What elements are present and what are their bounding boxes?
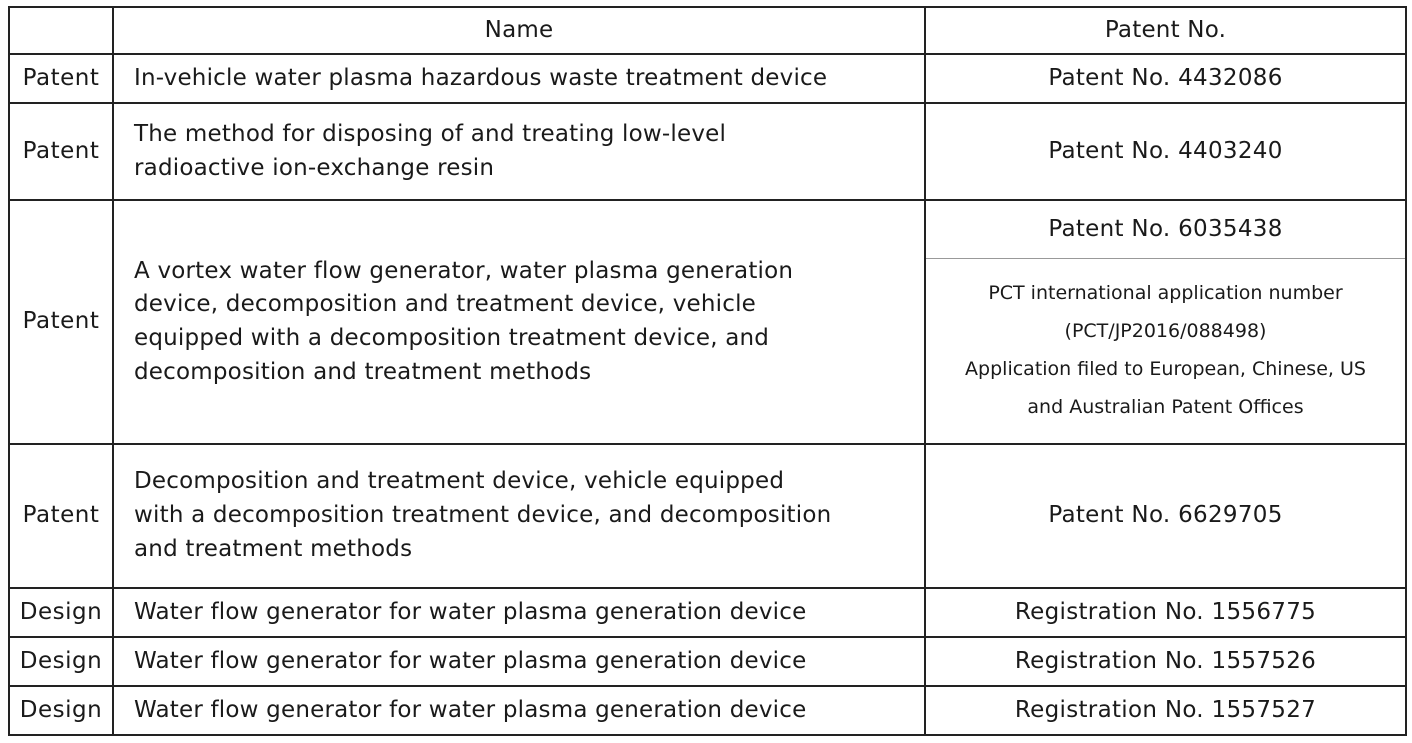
- pct-line: Application filed to European, Chinese, US: [965, 357, 1366, 380]
- row-name-line: radioactive ion-exchange resin: [134, 154, 495, 181]
- row-name-line: The method for disposing of and treating low-level: [134, 120, 727, 147]
- row-type: Patent: [9, 54, 113, 103]
- row-registration-no: Registration No. 1557526: [925, 637, 1406, 686]
- row-name-line: equipped with a decomposition treatment device, and: [134, 325, 770, 351]
- row-name-line: Decomposition and treatment device, vehicle equipped: [134, 468, 785, 495]
- row-registration-no: Registration No. 1556775: [925, 588, 1406, 637]
- row-name-line: and treatment methods: [134, 535, 413, 562]
- row-type: Patent: [9, 103, 113, 200]
- row-name: Water flow generator for water plasma generation device: [113, 637, 925, 686]
- patent-table: [8, 6, 1407, 736]
- header-type: [9, 7, 113, 54]
- patent-table-container: [8, 6, 1407, 736]
- row-name: Water flow generator for water plasma generation device: [113, 686, 925, 735]
- row-name-line: decomposition and treatment methods: [134, 358, 592, 385]
- table-header-row: [9, 7, 1406, 54]
- row-name-line: with a decomposition treatment device, and decomposition: [134, 502, 832, 529]
- row-name: [113, 444, 925, 588]
- pct-line: (PCT/JP2016/088498): [1064, 319, 1267, 342]
- row-name: [113, 103, 925, 200]
- row-type: Design: [9, 588, 113, 637]
- row-pct-application: [925, 258, 1406, 444]
- row-registration-no: Registration No. 1557527: [925, 686, 1406, 735]
- row-patent-no: Patent No. 4403240: [925, 103, 1406, 200]
- pct-line: PCT international application number: [988, 281, 1343, 304]
- row-patent-no: Patent No. 6629705: [925, 444, 1406, 588]
- row-name: [113, 200, 925, 444]
- row-name-line: A vortex water flow generator, water plasma generation: [134, 257, 794, 284]
- table-row: [9, 103, 1406, 200]
- header-name: Name: [113, 7, 925, 54]
- row-patent-no: Patent No. 4432086: [925, 54, 1406, 103]
- row-type: Patent: [9, 444, 113, 588]
- row-type: Design: [9, 637, 113, 686]
- table-row: [9, 444, 1406, 588]
- row-name: Water flow generator for water plasma generation device: [113, 588, 925, 637]
- table-row: [9, 637, 1406, 686]
- table-row: [9, 200, 1406, 258]
- table-row: [9, 588, 1406, 637]
- table-row: [9, 686, 1406, 735]
- row-type: Patent: [9, 200, 113, 444]
- row-patent-no: Patent No. 6035438: [925, 200, 1406, 258]
- header-patent-no: Patent No.: [925, 7, 1406, 54]
- row-type: Design: [9, 686, 113, 735]
- row-name: In-vehicle water plasma hazardous waste treatment device: [113, 54, 925, 103]
- row-name-line: device, decomposition and treatment device, vehicle: [134, 291, 757, 318]
- pct-line: and Australian Patent Offices: [1027, 395, 1304, 418]
- table-row: [9, 54, 1406, 103]
